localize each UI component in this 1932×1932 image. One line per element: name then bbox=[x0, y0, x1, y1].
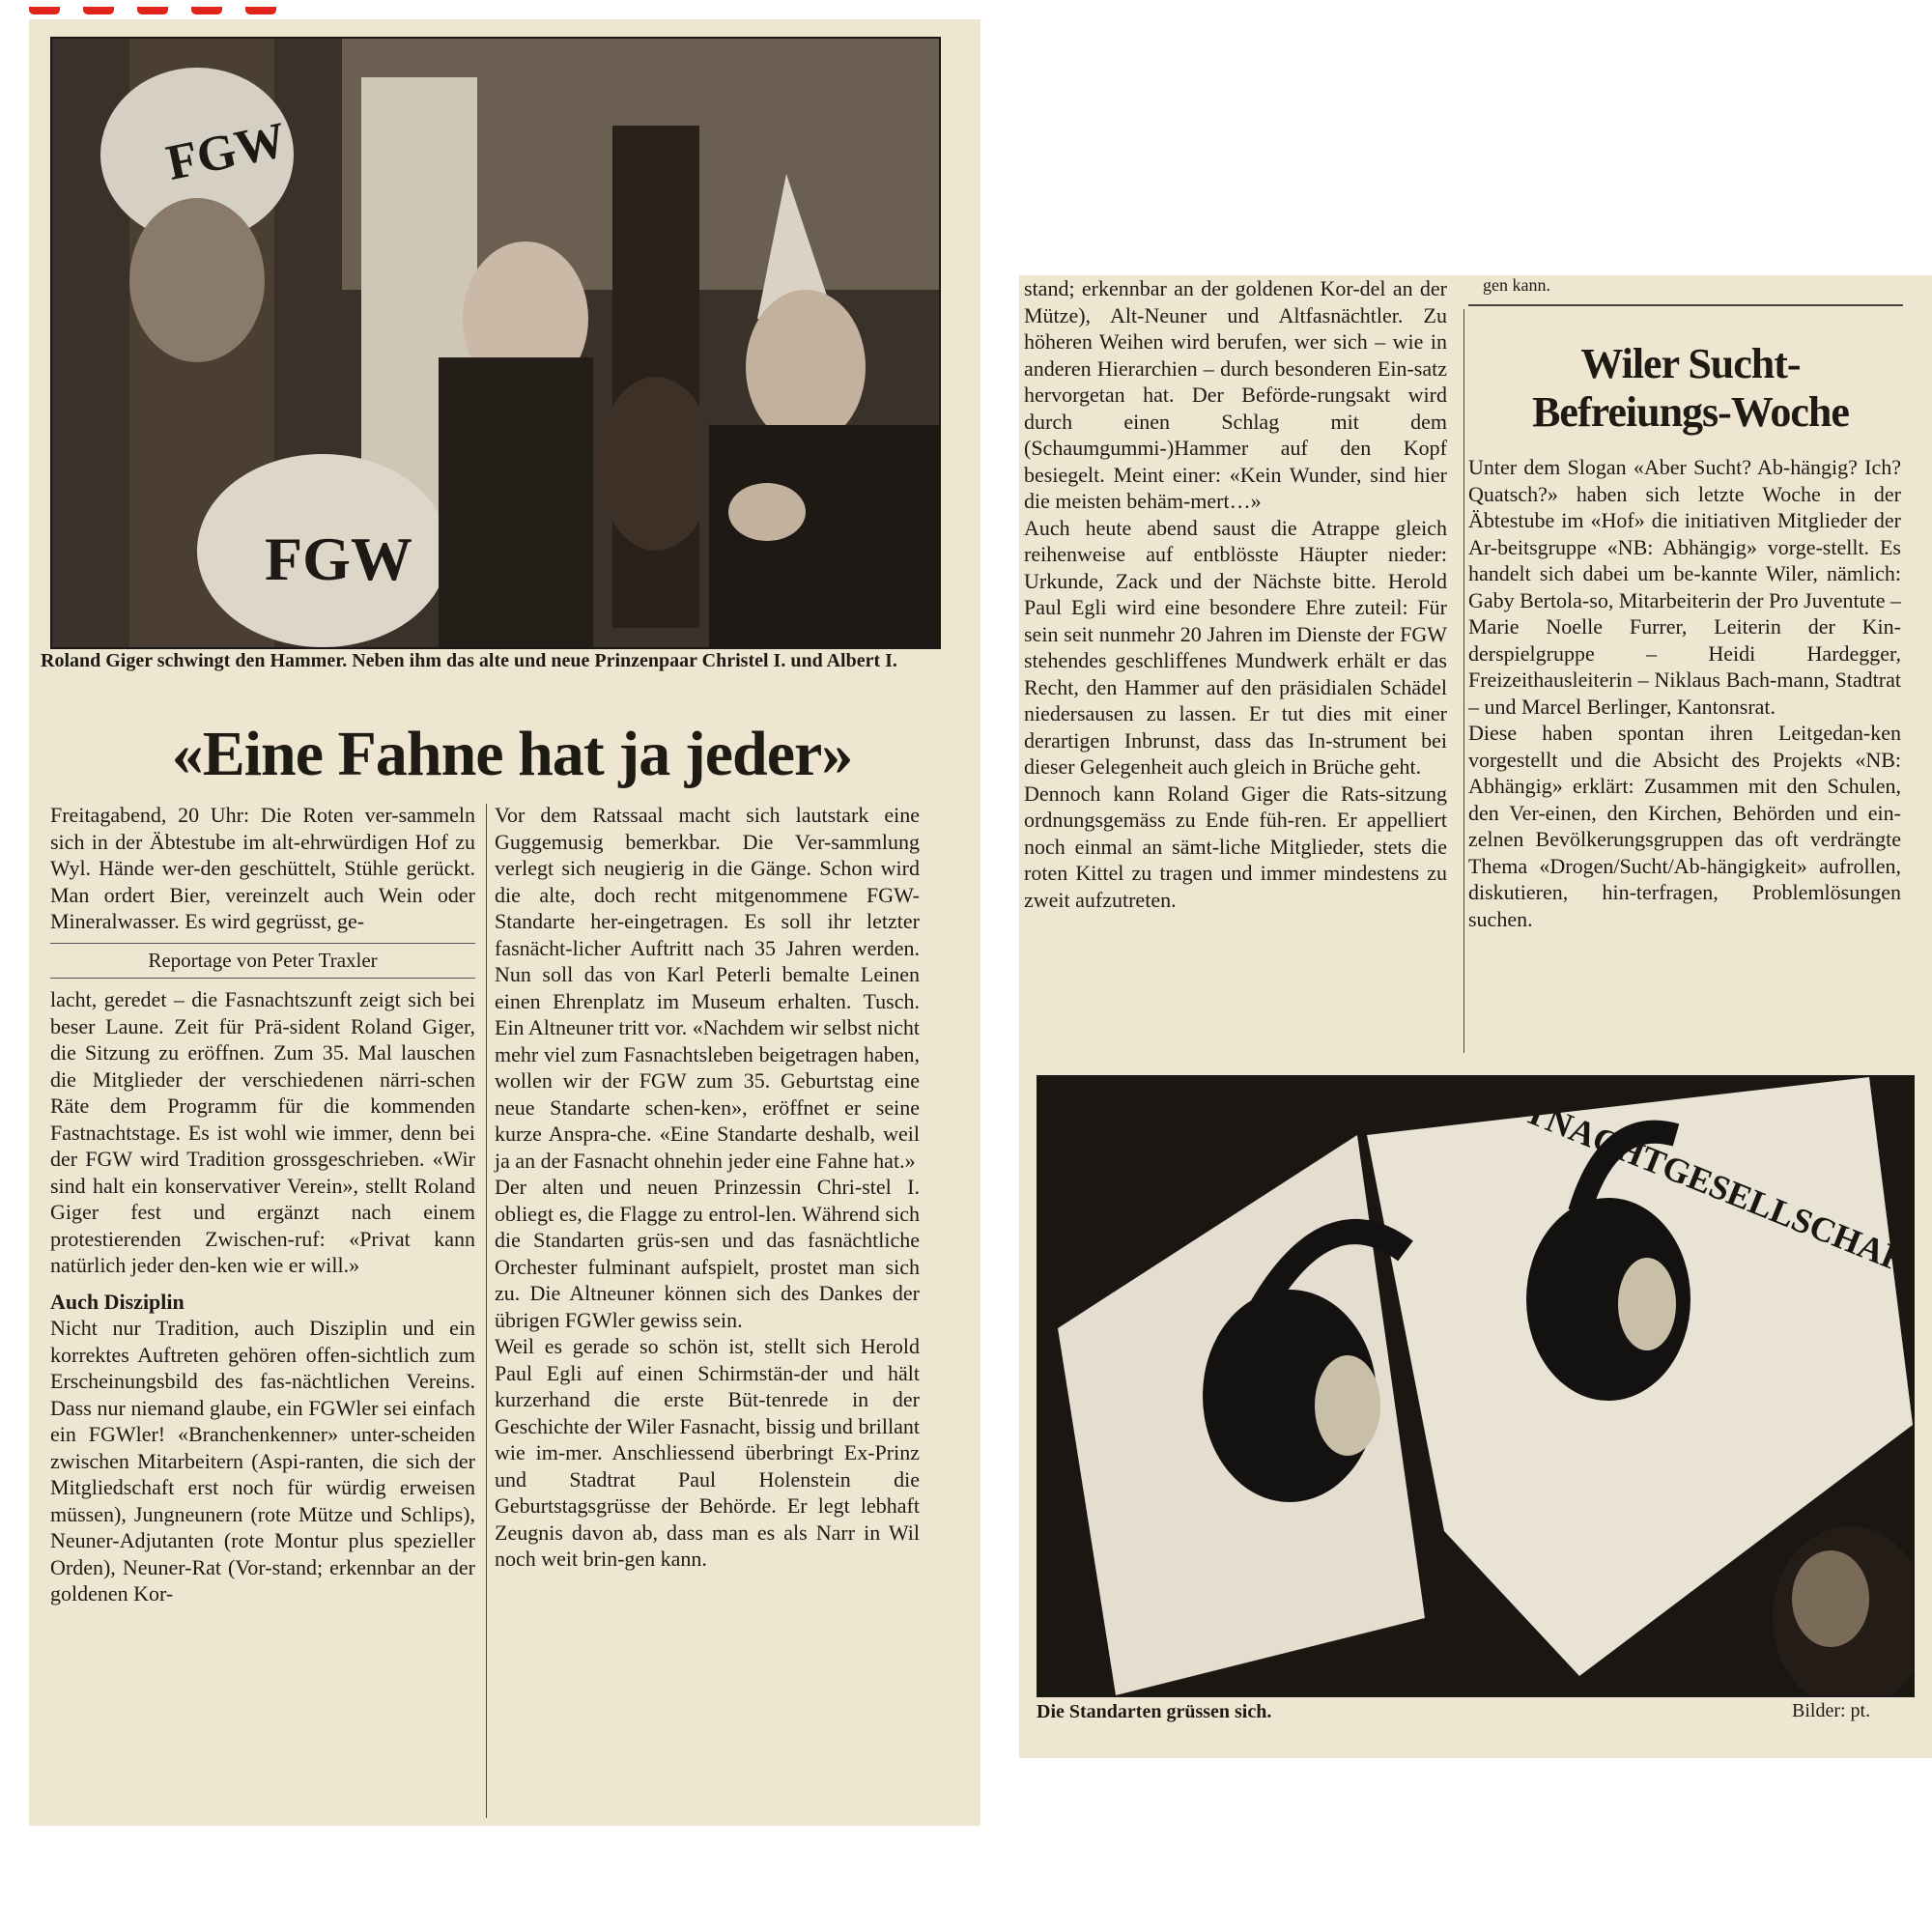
photo-caption-bottom: Die Standarten grüssen sich. bbox=[1037, 1701, 1272, 1722]
fragment-text: gen kann. bbox=[1483, 275, 1550, 295]
photo-banners-illustration bbox=[1038, 1077, 1913, 1695]
left-newspaper-clipping bbox=[29, 19, 980, 1826]
article-column-2 bbox=[495, 802, 920, 1573]
col3-paragraph-3: Dennoch kann Roland Giger die Rats-sitzung ordnungsgemäss zu Ende füh-ren. Er appelliert noch einmal an sämt-liche Mitglieder, stets die roten Kittel zu tragen und immer mindestens zu zweit aufzutreten. bbox=[1024, 781, 1447, 912]
article-headline: «Eine Fahne hat ja jeder» bbox=[171, 719, 853, 789]
right-newspaper-clipping bbox=[1019, 275, 1932, 1758]
photo-hammer-ceremony bbox=[50, 37, 941, 649]
hat-text-2: FGW bbox=[265, 525, 412, 593]
col2-paragraph-3: Weil es gerade so schön ist, stellt sich Herold Paul Egli auf einen Schirmstän-der und hält kurzerhand die erste Büt-tenrede in der Geschichte der Wiler Fasnacht, bissig und brillant wie im-mer. Anschliessend überbringt Ex-Prinz und Stadtrat Paul Holenstein die Geburtstagsgrüsse der Behörde. Er legt lebhaft Zeugnis davon ab, dass man es als Narr in Wil noch weit brin-gen kann. bbox=[495, 1334, 920, 1571]
col2-paragraph-2: Der alten und neuen Prinzessin Chri-stel I. obliegt es, die Flagge zu entrol-len. Während sich die Standarten grüs-sen und das fasnächtliche Orchester fulminant aufspielt, prostet man sich zu. Die Altneuner können sich des Dankes der übrigen FGWler gewiss sein. bbox=[495, 1175, 920, 1332]
col2-paragraph-1: Vor dem Ratssaal macht sich lautstark eine Guggemusig bemerkbar. Die Ver-sammlung verlegt sich neugierig in die Gänge. Schon wird die alte, doch recht mitgenommene FGW-Standarte her-eingetragen. Es soll ihr letzter fasnächt-licher Auftritt nach 35 Jahren werden. Nun soll das von Karl Peterli bemalte Leinen einen Ehrenplatz im Museum erhalten. Tusch. Ein Altneuner tritt vor. «Nachdem wir selbst nicht mehr viel zum Fasnachtsleben beigetragen haben, wollen wir der FGW zum 35. Geburtstag eine neue Standarte schen-ken», eröffnet er seine kurze Anspra-che. «Eine Standarte deshalb, weil ja an der Fasnacht ohnehin jeder eine Fahne hat.» bbox=[495, 803, 920, 1173]
column-divider bbox=[486, 804, 487, 1818]
byline: Reportage von Peter Traxler bbox=[50, 943, 475, 980]
sidebar-paragraph-1: Unter dem Slogan «Aber Sucht? Ab-hängig? Ich? Quatsch?» haben sich letzte Woche in der Äbtestube im «Hof» die initiativen Mitglieder der Ar-beitsgruppe «NB: Abhängig» vorge-stellt. Es handelt sich dabei um be-kannte Wiler, nämlich: Gaby Bertola-so, Mitarbeiterin der Pro Juventute – Marie Noelle Furrer, Leiterin der Kin-derspielgruppe – Heidi Hardegger, Freizeithausleiterin – Niklaus Bach-mann, Stadtrat – und Marcel Berlinger, Kantonsrat. bbox=[1468, 455, 1901, 719]
sidebar-article bbox=[1468, 454, 1901, 932]
photo-caption-top: Roland Giger schwingt den Hammer. Neben ihm das alte und neue Prinzenpaar Christel I. und Albert I. bbox=[41, 650, 897, 671]
col3-paragraph-2: Auch heute abend saust die Atrappe gleich reihenweise auf entblösste Häupter nieder: Urkunde, Zack und der Nächste bitte. Herold Paul Egli wird eine besondere Ehre zuteil: Für sein seit nunmehr 20 Jahren im Dienste der FGW stehendes geschliffenes Mundwerk erhält er das Recht, den Hammer auf den präsidialen Schädel niedersausen zu lassen. Er tut dies mit einer derartigen Inbrunst, dass das In-strument bei dieser Gelegenheit auch gleich in Brüche geht. bbox=[1024, 515, 1447, 779]
sidebar-headline-line-1: Wiler Sucht- bbox=[1580, 340, 1801, 387]
subheading: Auch Disziplin bbox=[50, 1289, 185, 1314]
photo-banners bbox=[1037, 1075, 1915, 1697]
photo-illustration bbox=[52, 39, 939, 647]
sidebar-top-rule bbox=[1468, 304, 1903, 306]
hat-text-1: FGW bbox=[161, 112, 291, 191]
article-column-1 bbox=[50, 802, 475, 1607]
photo-credit: Bilder: pt. bbox=[1792, 1700, 1871, 1721]
col1-paragraph-3: Nicht nur Tradition, auch Disziplin und ein korrektes Auftreten gehören offen-sichtlich zum Erscheinungsbild des fas-nächtlichen Vereins. Dass nur niemand glaube, ein FGWler sei einfach ein FGWler! «Branchenkenner» unter-scheiden zwischen Mitarbeitern (Aspi-ranten, die sich der Mitgliedschaft erst noch für würdig erweisen müssen), Jungneunern (rote Mütze und Schlips), Neuner-Adjutanten (rote Montur plus spezieller Orden), Neuner-Rat (Vor-stand; erkennbar an der goldenen Kor- bbox=[50, 1316, 475, 1605]
sidebar-headline-line-2: Befreiungs-Woche bbox=[1532, 388, 1849, 436]
col3-paragraph-1: stand; erkennbar an der goldenen Kor-del an der Mütze), Alt-Neuner und Altfasnächtler. Zu höheren Weihen wird berufen, wer sich – wie in anderen Hierarchien – durch besonderen Ein-satz hervorgetan hat. Der Beförde-rungsakt wird durch einen Schlag mit dem (Schaumgummi-)Hammer auf den Kopf besiegelt. Meint einer: «Kein Wunder, sind hier die meisten behäm-mert…» bbox=[1024, 276, 1447, 513]
col1-paragraph-2: lacht, geredet – die Fasnachtszunft zeigt sich bei beser Laune. Zeit für Prä-sident Roland Giger, die Sitzung zu eröffnen. Zum 35. Mal lauschen die Mitglieder der verschiedenen närri-schen Räte dem Programm für die kommenden Fastnachtstage. Es ist wohl wie immer, denn bei der FGW wird Tradition grossgeschrieben. «Wir sind halt ein konservativer Verein», stellt Roland Giger fest und ergänzt nach einem protestierenden Zwischen-ruf: «Privat kann natürlich jeder den-ken wie er will.» bbox=[50, 987, 475, 1277]
sidebar-divider bbox=[1463, 309, 1464, 1053]
sidebar-paragraph-2: Diese haben spontan ihren Leitgedan-ken vorgestellt und die Absicht des Projekts «NB: Abhängig» erklärt: Zusammen mit den Schulen, den Ver-einen, den Kirchen, Behörden und ein-zelnen Bevölkerungsgruppen das oft verdrängte Thema «Drogen/Sucht/Ab-hängigkeit» aufrollen, diskutieren, hin-terfragen, Problemlösungen suchen. bbox=[1468, 721, 1901, 931]
col1-paragraph-1: Freitagabend, 20 Uhr: Die Roten ver-sammeln sich in der Äbtestube im alt-ehrwürdigen Hof zu Wyl. Hände wer-den geschüttelt, Stühle gerückt. Man ordert Bier, vereinzelt auch Wein oder Mineralwasser. Es wird gegrüsst, ge- bbox=[50, 803, 475, 933]
article-column-3 bbox=[1024, 275, 1447, 913]
red-marker-strip bbox=[29, 0, 377, 10]
